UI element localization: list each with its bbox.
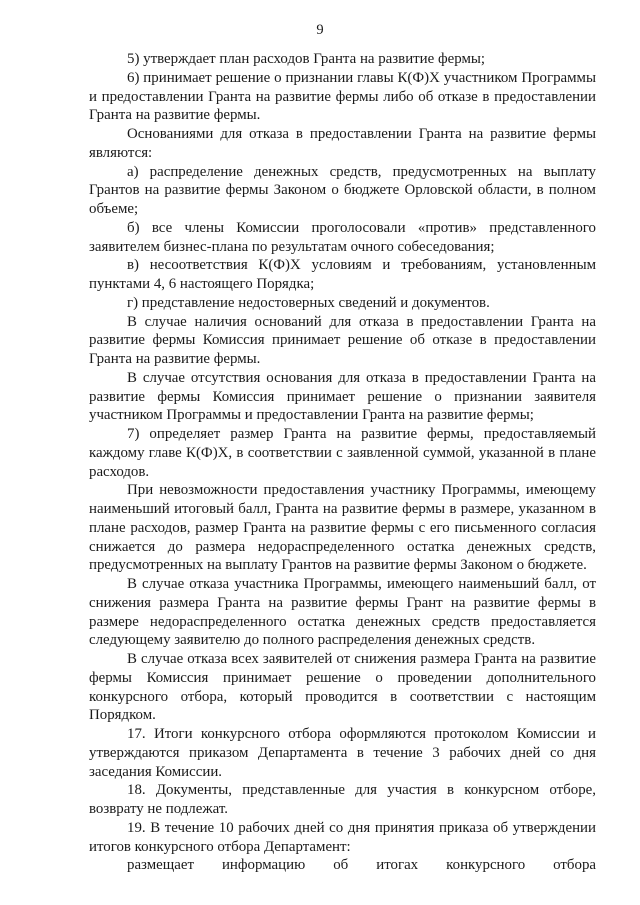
document-body	[89, 50, 596, 875]
all-refusal-paragraph: В случае отказа всех заявителей от снижения размера Гранта на развитие фермы Комиссия принимает решение о проведении дополнительного конкурсного отбора, который проводится в соответствии с настоящим Порядком.	[89, 651, 596, 724]
refusal-ground-g: г) представление недостоверных сведений и документов.	[127, 294, 490, 311]
refusal-ground-v: в) несоответствия К(Ф)Х условиям и требованиям, установленным пунктами 4, 6 настоящего Порядка;	[89, 257, 596, 292]
clause-18-paragraph: 18. Документы, представленные для участия в конкурсном отборе, возврату не подлежат.	[89, 782, 596, 817]
page-number: 9	[316, 22, 324, 38]
item-6-paragraph: 6) принимает решение о признании главы К(Ф)Х участником Программы и предоставлении Гранта на развитие фермы либо об отказе в предоставлении Гранта на развитие фермы.	[89, 69, 596, 124]
approval-decision-paragraph: В случае отсутствия основания для отказа в предоставлении Гранта на развитие фермы Комиссия принимает решение о признании заявителя участником Программы и предоставлении Гранта на развитие фермы;	[89, 369, 596, 424]
refusal-grounds-intro: Основаниями для отказа в предоставлении Гранта на развитие фермы являются:	[89, 126, 596, 161]
refusal-ground-a: а) распределение денежных средств, предусмотренных на выплату Грантов на развитие фермы Законом о бюджете Орловской области, в полном объеме;	[89, 163, 596, 217]
refusal-ground-b: б) все члены Комиссии проголосовали «против» представленного заявителем бизнес-плана по результатам очного собеседования;	[89, 219, 596, 255]
participant-refusal-paragraph: В случае отказа участника Программы, имеющего наименьший балл, от снижения размера Гранта на развитие фермы Грант на развитие фермы в размере недораспределенного остатка денежных средств предоставляется следующему заявителю до полного распределения денежных средств.	[89, 576, 596, 649]
refusal-decision-paragraph: В случае наличия оснований для отказа в предоставлении Гранта на развитие фермы Комиссия принимает решение об отказе в предоставлении Гранта на развитие фермы.	[89, 313, 596, 367]
lowest-score-paragraph: При невозможности предоставления участнику Программы, имеющему наименьший итоговый балл, Гранта на развитие фермы в размере, указанном в плане расходов, размер Гранта на развитие фермы с его письменного согласия снижается до размера недораспределенного остатка денежных средств, предусмотренных на выплату Грантов на развитие фермы Законом о бюджете.	[89, 482, 596, 574]
clause-19-paragraph: 19. В течение 10 рабочих дней со дня принятия приказа об утверждении итогов конкурсного отбора Департамент:	[89, 819, 596, 855]
item-5-paragraph: 5) утверждает план расходов Гранта на развитие фермы;	[127, 51, 486, 67]
item-7-paragraph: 7) определяет размер Гранта на развитие фермы, предоставляемый каждому главе К(Ф)Х, в соответствии с заявленной суммой, указанной в плане расходов.	[89, 426, 596, 480]
clause-17-paragraph: 17. Итоги конкурсного отбора оформляются протоколом Комиссии и утверждаются приказом Департамента в течение 3 рабочих дней со дня заседания Комиссии.	[89, 726, 596, 780]
publishes-info-paragraph: размещает информацию об итогах конкурсного отбора	[127, 857, 596, 874]
